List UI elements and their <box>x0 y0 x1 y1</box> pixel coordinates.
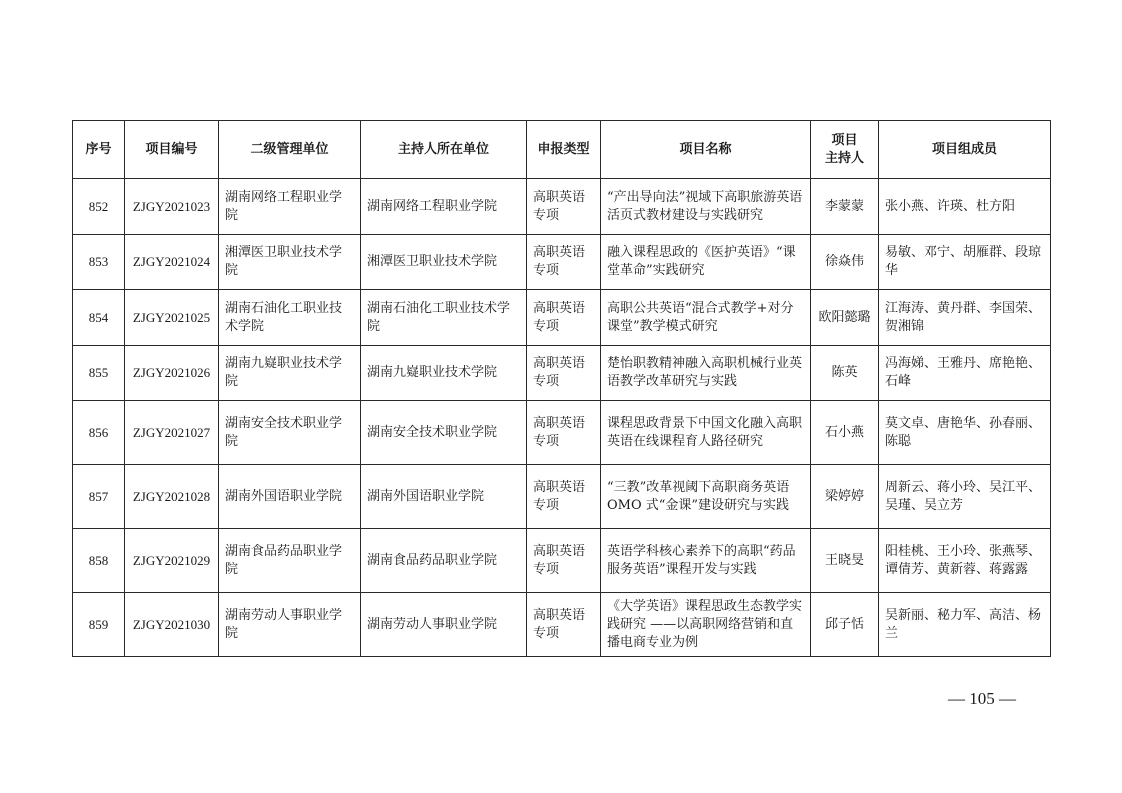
cell-leader: 李蒙蒙 <box>811 179 879 235</box>
header-leader-line1: 项目 <box>831 132 858 148</box>
cell-type: 高职英语专项 <box>527 401 601 465</box>
cell-code: ZJGY2021027 <box>125 401 219 465</box>
header-leader-line2: 主持人 <box>824 150 864 166</box>
cell-seq: 853 <box>73 235 125 290</box>
cell-type: 高职英语专项 <box>527 529 601 593</box>
project-table <box>72 120 1051 657</box>
cell-name: “三教”改革视阈下高职商务英语 OMO 式“金课”建设研究与实践 <box>601 465 811 529</box>
cell-name: “产出导向法”视域下高职旅游英语活页式教材建设与实践研究 <box>601 179 811 235</box>
cell-code: ZJGY2021026 <box>125 346 219 401</box>
cell-members: 江海涛、黄丹群、李国荣、贺湘锦 <box>879 290 1051 346</box>
cell-members: 阳桂桃、王小玲、张燕琴、谭倩芳、黄新蓉、蒋露露 <box>879 529 1051 593</box>
cell-type: 高职英语专项 <box>527 465 601 529</box>
cell-name: 《大学英语》课程思政生态教学实践研究 ——以高职网络营销和直播电商专业为例 <box>601 593 811 657</box>
cell-unit: 湖南安全技术职业学院 <box>219 401 361 465</box>
cell-leader: 王晓旻 <box>811 529 879 593</box>
cell-members: 冯海娣、王雅丹、席艳艳、石峰 <box>879 346 1051 401</box>
cell-members: 莫文卓、唐艳华、孙春丽、陈聪 <box>879 401 1051 465</box>
cell-host-unit: 湖南安全技术职业学院 <box>361 401 527 465</box>
cell-seq: 857 <box>73 465 125 529</box>
cell-seq: 858 <box>73 529 125 593</box>
table-row <box>73 235 1051 290</box>
table-row <box>73 401 1051 465</box>
cell-seq: 854 <box>73 290 125 346</box>
cell-host-unit: 湖南劳动人事职业学院 <box>361 593 527 657</box>
cell-seq: 856 <box>73 401 125 465</box>
cell-leader: 石小燕 <box>811 401 879 465</box>
cell-members: 吴新丽、秘力军、高洁、杨兰 <box>879 593 1051 657</box>
cell-host-unit: 湖南外国语职业学院 <box>361 465 527 529</box>
cell-type: 高职英语专项 <box>527 179 601 235</box>
cell-name: 英语学科核心素养下的高职“药品服务英语”课程开发与实践 <box>601 529 811 593</box>
cell-name: 课程思政背景下中国文化融入高职英语在线课程育人路径研究 <box>601 401 811 465</box>
table-row <box>73 593 1051 657</box>
table-row <box>73 465 1051 529</box>
cell-name: 楚怡职教精神融入高职机械行业英语教学改革研究与实践 <box>601 346 811 401</box>
cell-unit: 湘潭医卫职业技术学院 <box>219 235 361 290</box>
header-host-unit: 主持人所在单位 <box>361 121 527 179</box>
cell-type: 高职英语专项 <box>527 346 601 401</box>
cell-leader: 邱子恬 <box>811 593 879 657</box>
page-number: — 105 — <box>948 689 1016 708</box>
cell-members: 易敏、邓宁、胡雁群、段琼华 <box>879 235 1051 290</box>
header-seq: 序号 <box>73 121 125 179</box>
cell-leader: 陈英 <box>811 346 879 401</box>
cell-host-unit: 湖南九嶷职业技术学院 <box>361 346 527 401</box>
cell-type: 高职英语专项 <box>527 235 601 290</box>
cell-host-unit: 湖南石油化工职业技术学院 <box>361 290 527 346</box>
header-unit: 二级管理单位 <box>219 121 361 179</box>
cell-code: ZJGY2021025 <box>125 290 219 346</box>
cell-type: 高职英语专项 <box>527 290 601 346</box>
cell-code: ZJGY2021023 <box>125 179 219 235</box>
table-row <box>73 290 1051 346</box>
cell-host-unit: 湘潭医卫职业技术学院 <box>361 235 527 290</box>
cell-unit: 湖南食品药品职业学院 <box>219 529 361 593</box>
cell-seq: 859 <box>73 593 125 657</box>
header-leader <box>811 121 879 179</box>
cell-leader: 徐焱伟 <box>811 235 879 290</box>
cell-unit: 湖南网络工程职业学院 <box>219 179 361 235</box>
cell-members: 周新云、蒋小玲、吴江平、吴瑾、吴立芳 <box>879 465 1051 529</box>
cell-members: 张小燕、许瑛、杜方阳 <box>879 179 1051 235</box>
cell-leader: 梁婷婷 <box>811 465 879 529</box>
cell-unit: 湖南石油化工职业技术学院 <box>219 290 361 346</box>
table-row <box>73 346 1051 401</box>
cell-host-unit: 湖南网络工程职业学院 <box>361 179 527 235</box>
header-name: 项目名称 <box>601 121 811 179</box>
cell-type: 高职英语专项 <box>527 593 601 657</box>
cell-code: ZJGY2021028 <box>125 465 219 529</box>
table-row <box>73 529 1051 593</box>
cell-unit: 湖南劳动人事职业学院 <box>219 593 361 657</box>
cell-name: 高职公共英语“混合式教学+对分课堂”教学模式研究 <box>601 290 811 346</box>
header-type: 申报类型 <box>527 121 601 179</box>
cell-leader: 欧阳懿璐 <box>811 290 879 346</box>
cell-name: 融入课程思政的《医护英语》“课堂革命”实践研究 <box>601 235 811 290</box>
cell-unit: 湖南外国语职业学院 <box>219 465 361 529</box>
cell-seq: 855 <box>73 346 125 401</box>
cell-code: ZJGY2021029 <box>125 529 219 593</box>
header-members: 项目组成员 <box>879 121 1051 179</box>
cell-unit: 湖南九嶷职业技术学院 <box>219 346 361 401</box>
cell-host-unit: 湖南食品药品职业学院 <box>361 529 527 593</box>
table-header-row <box>73 121 1051 179</box>
cell-seq: 852 <box>73 179 125 235</box>
table-row <box>73 179 1051 235</box>
cell-code: ZJGY2021030 <box>125 593 219 657</box>
header-code: 项目编号 <box>125 121 219 179</box>
cell-code: ZJGY2021024 <box>125 235 219 290</box>
